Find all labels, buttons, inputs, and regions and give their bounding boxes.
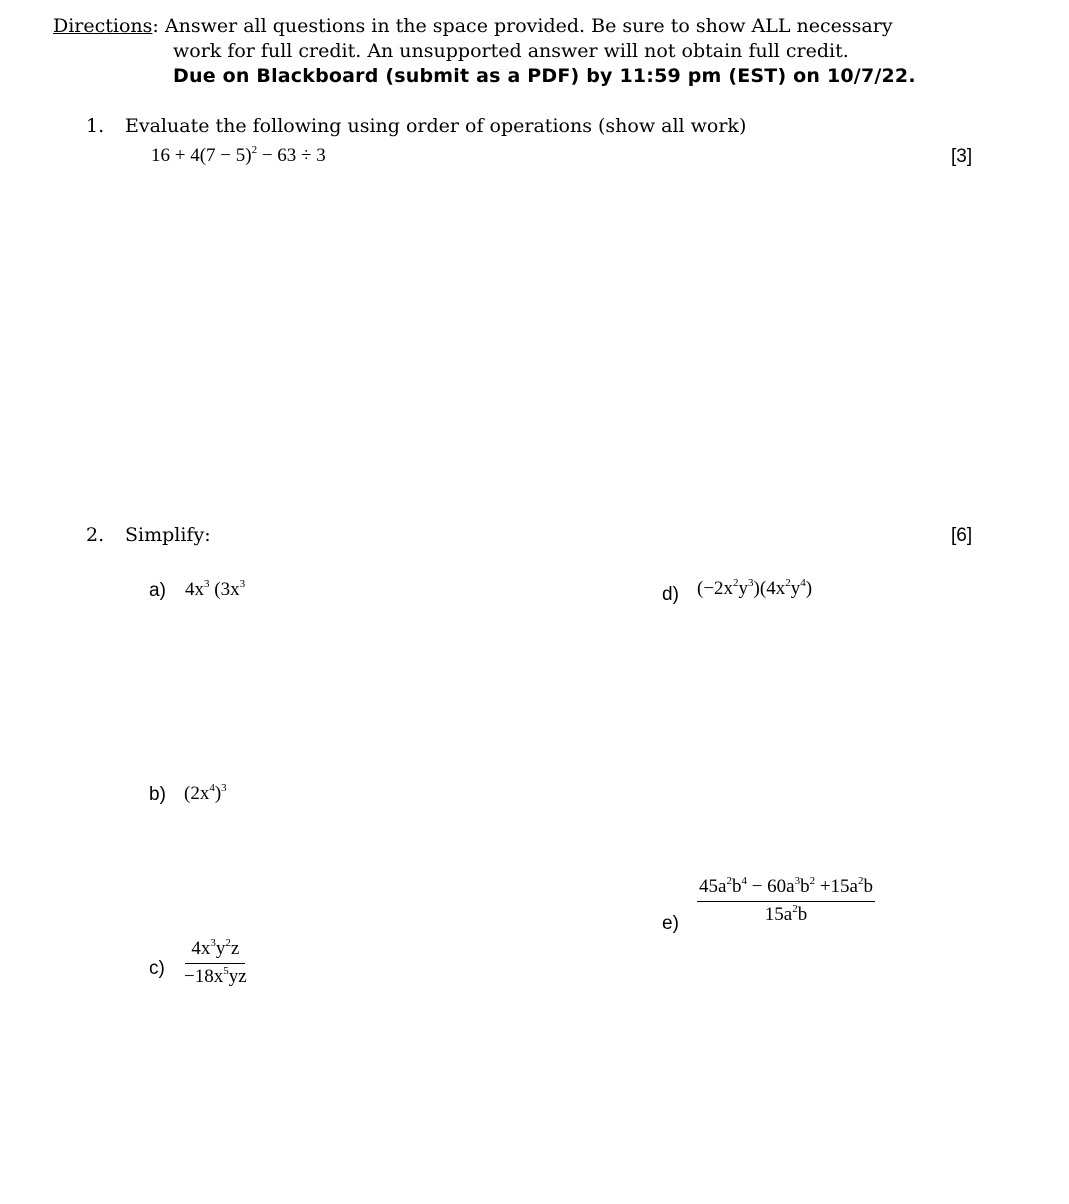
q2-number: 2. bbox=[86, 524, 105, 546]
q2c-label: c) bbox=[149, 958, 165, 979]
q1-expression bbox=[151, 145, 326, 167]
q2e-den-exp-1: 2 bbox=[792, 903, 798, 915]
q2b-term-2: ) bbox=[214, 783, 222, 804]
q2c-denominator bbox=[184, 964, 247, 988]
q2-prompt: Simplify: bbox=[125, 524, 211, 546]
q2e-den-term-1: 15a bbox=[764, 904, 793, 925]
directions-label: Directions bbox=[53, 15, 153, 37]
q2c-num-term-3: z bbox=[230, 938, 240, 959]
q2b-exp-2: 3 bbox=[221, 782, 227, 794]
q2c-num-term-2: y bbox=[215, 938, 226, 959]
q2e-numerator bbox=[697, 876, 875, 902]
q2e-num-exp-2: 4 bbox=[741, 875, 747, 887]
q2e-label: e) bbox=[662, 913, 679, 934]
q2d-term-4: y bbox=[790, 578, 801, 599]
q1-expr-part-a: 16 + 4(7 − 5) bbox=[151, 145, 252, 166]
q2b-expression bbox=[184, 783, 227, 805]
q2d-exp-4: 4 bbox=[800, 577, 806, 589]
q2d-term-2: y bbox=[738, 578, 749, 599]
q2c-fraction bbox=[184, 938, 247, 988]
q2d-expression bbox=[697, 578, 812, 600]
q2a-exp-1: 3 bbox=[204, 578, 210, 590]
q2a-term-1: 4x bbox=[185, 579, 204, 600]
directions-line-2: work for full credit. An unsupported answer will not obtain full credit. bbox=[173, 40, 849, 62]
q1-number: 1. bbox=[86, 115, 105, 137]
q2d-term-1: (−2x bbox=[697, 578, 734, 599]
q2e-num-term-2: b bbox=[731, 876, 742, 897]
q2a-label: a) bbox=[149, 580, 166, 601]
q2e-den-term-2: b bbox=[797, 904, 808, 925]
q2c-num-exp-1: 3 bbox=[210, 937, 216, 949]
q2d-exp-3: 2 bbox=[785, 577, 791, 589]
q2e-num-term-1: 45a bbox=[699, 876, 727, 897]
q2d-exp-1: 2 bbox=[733, 577, 739, 589]
q2e-fraction bbox=[697, 876, 875, 926]
q2e-num-term-5: +15a bbox=[815, 876, 858, 897]
q2d-exp-2: 3 bbox=[748, 577, 754, 589]
q2e-num-exp-4: 2 bbox=[809, 875, 816, 887]
q2b-exp-1: 4 bbox=[209, 782, 215, 794]
q2e-num-term-3: − 60a bbox=[746, 876, 795, 897]
q2d-term-3: )(4x bbox=[753, 578, 786, 599]
directions-colon: : bbox=[152, 15, 159, 37]
q2c-den-term-1: −18x bbox=[184, 966, 224, 987]
q2c-den-exp-1: 5 bbox=[223, 965, 229, 977]
q2c-den-term-2: yz bbox=[228, 966, 247, 987]
q2c-num-exp-2: 2 bbox=[225, 937, 231, 949]
q1-expr-part-b: − 63 ÷ 3 bbox=[257, 145, 326, 166]
directions-text-1: Answer all questions in the space provided. Be sure to show ALL necessary bbox=[158, 15, 893, 37]
q2e-num-exp-5: 2 bbox=[858, 875, 864, 887]
directions-due-date: Due on Blackboard (submit as a PDF) by 11:59 pm (EST) on 10/7/22. bbox=[173, 65, 916, 87]
q2e-denominator bbox=[765, 902, 807, 926]
q2-points: [6] bbox=[951, 525, 973, 546]
q2b-term-1: (2x bbox=[184, 783, 210, 804]
q2c-num-term-1: 4x bbox=[191, 938, 211, 959]
q2a-exp-2: 3 bbox=[239, 578, 246, 590]
q1-points: [3] bbox=[951, 146, 973, 167]
q2d-term-5: ) bbox=[805, 578, 813, 599]
q2a-term-2: (3x bbox=[209, 579, 240, 600]
q2e-num-exp-1: 2 bbox=[726, 875, 732, 887]
q2b-label: b) bbox=[149, 784, 166, 805]
q2c-numerator bbox=[185, 938, 245, 964]
directions-line-1 bbox=[53, 14, 893, 39]
q1-expr-exponent: 2 bbox=[251, 144, 258, 156]
q2d-label: d) bbox=[662, 584, 679, 605]
q1-prompt: Evaluate the following using order of operations (show all work) bbox=[125, 115, 747, 137]
q2e-num-term-4: b bbox=[800, 876, 810, 897]
q2e-num-term-6: b bbox=[863, 876, 873, 897]
q2a-expression bbox=[185, 579, 245, 601]
q2e-num-exp-3: 3 bbox=[794, 875, 801, 887]
